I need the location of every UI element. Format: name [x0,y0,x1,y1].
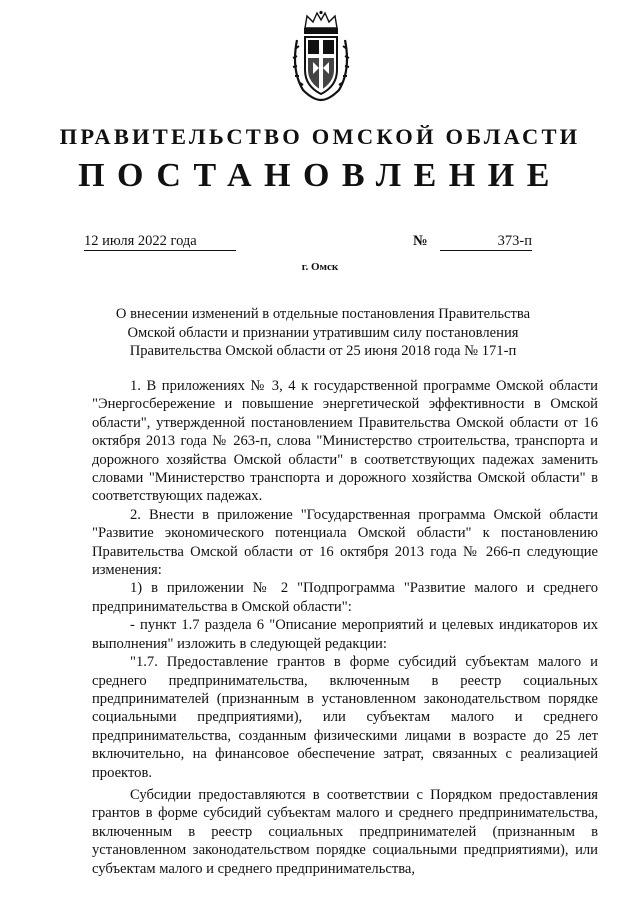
paragraph: 1. В приложениях № 3, 4 к государственной программе Омской области "Энергосбережение и повышение энергетической эффективности в Омской области", утвержденной постановлением Правительства Омской области от 16 октября 2013 года № 263-п, слова "Министерство строительства, транспорта и дорожного хозяйства Омской области" в соответствующих падежах заменить словами "Министерство транспорта и дорожного хозяйства Омской области" в соответствующих падежах. [92,378,598,505]
coat-of-arms-emblem [291,10,351,102]
document-subject: О внесении изменений в отдельные постановления Правительства Омской области и признании утратившим силу постановления Правительства Омской области от 25 июня 2018 года № 171-п [115,306,531,359]
paragraph: Субсидии предоставляются в соответствии с Порядком предоставления грантов в форме субсидий субъектам малого и среднего предпринимательства, включенным в реестр социальных предпринимателей (признанным в установленном законодательством порядке социальными предприятиями), или субъектам малого и среднего предпринимательства, [92,786,598,877]
document-number: 373-п [440,232,532,251]
paragraph: 1) в приложении № 2 "Подпрограмма "Развитие малого и среднего предпринимательства в Омской области": [92,580,598,615]
paragraph: 2. Внести в приложение "Государственная программа Омской области "Развитие экономического потенциала Омской области" к постановлению Правительства Омской области от 16 октября 2013 года № 266-п следующие изменения: [92,506,598,579]
number-sign: № [413,233,428,249]
document-type-title: ПОСТАНОВЛЕНИЕ [78,157,562,194]
document-date: 12 июля 2022 года [84,232,236,251]
document-body [92,377,598,878]
paragraph: "1.7. Предоставление грантов в форме субсидий субъектам малого и среднего предпринимательства, включенным в реестр социальных предпринимателей (признанным в установленном законодательством порядке социальными предприятиями), или субъектам малого и среднего предпринимательства, созданным физическими лицами в возрасте до 25 лет включительно, на финансовое обеспечение затрат, связанных с реализацией проектов. [92,654,598,781]
paragraph: - пункт 1.7 раздела 6 "Описание мероприятий и целевых индикаторов их выполнения" изложить в следующей редакции: [92,617,598,652]
government-title: ПРАВИТЕЛЬСТВО ОМСКОЙ ОБЛАСТИ [59,124,581,149]
city-label: г. Омск [301,261,339,273]
